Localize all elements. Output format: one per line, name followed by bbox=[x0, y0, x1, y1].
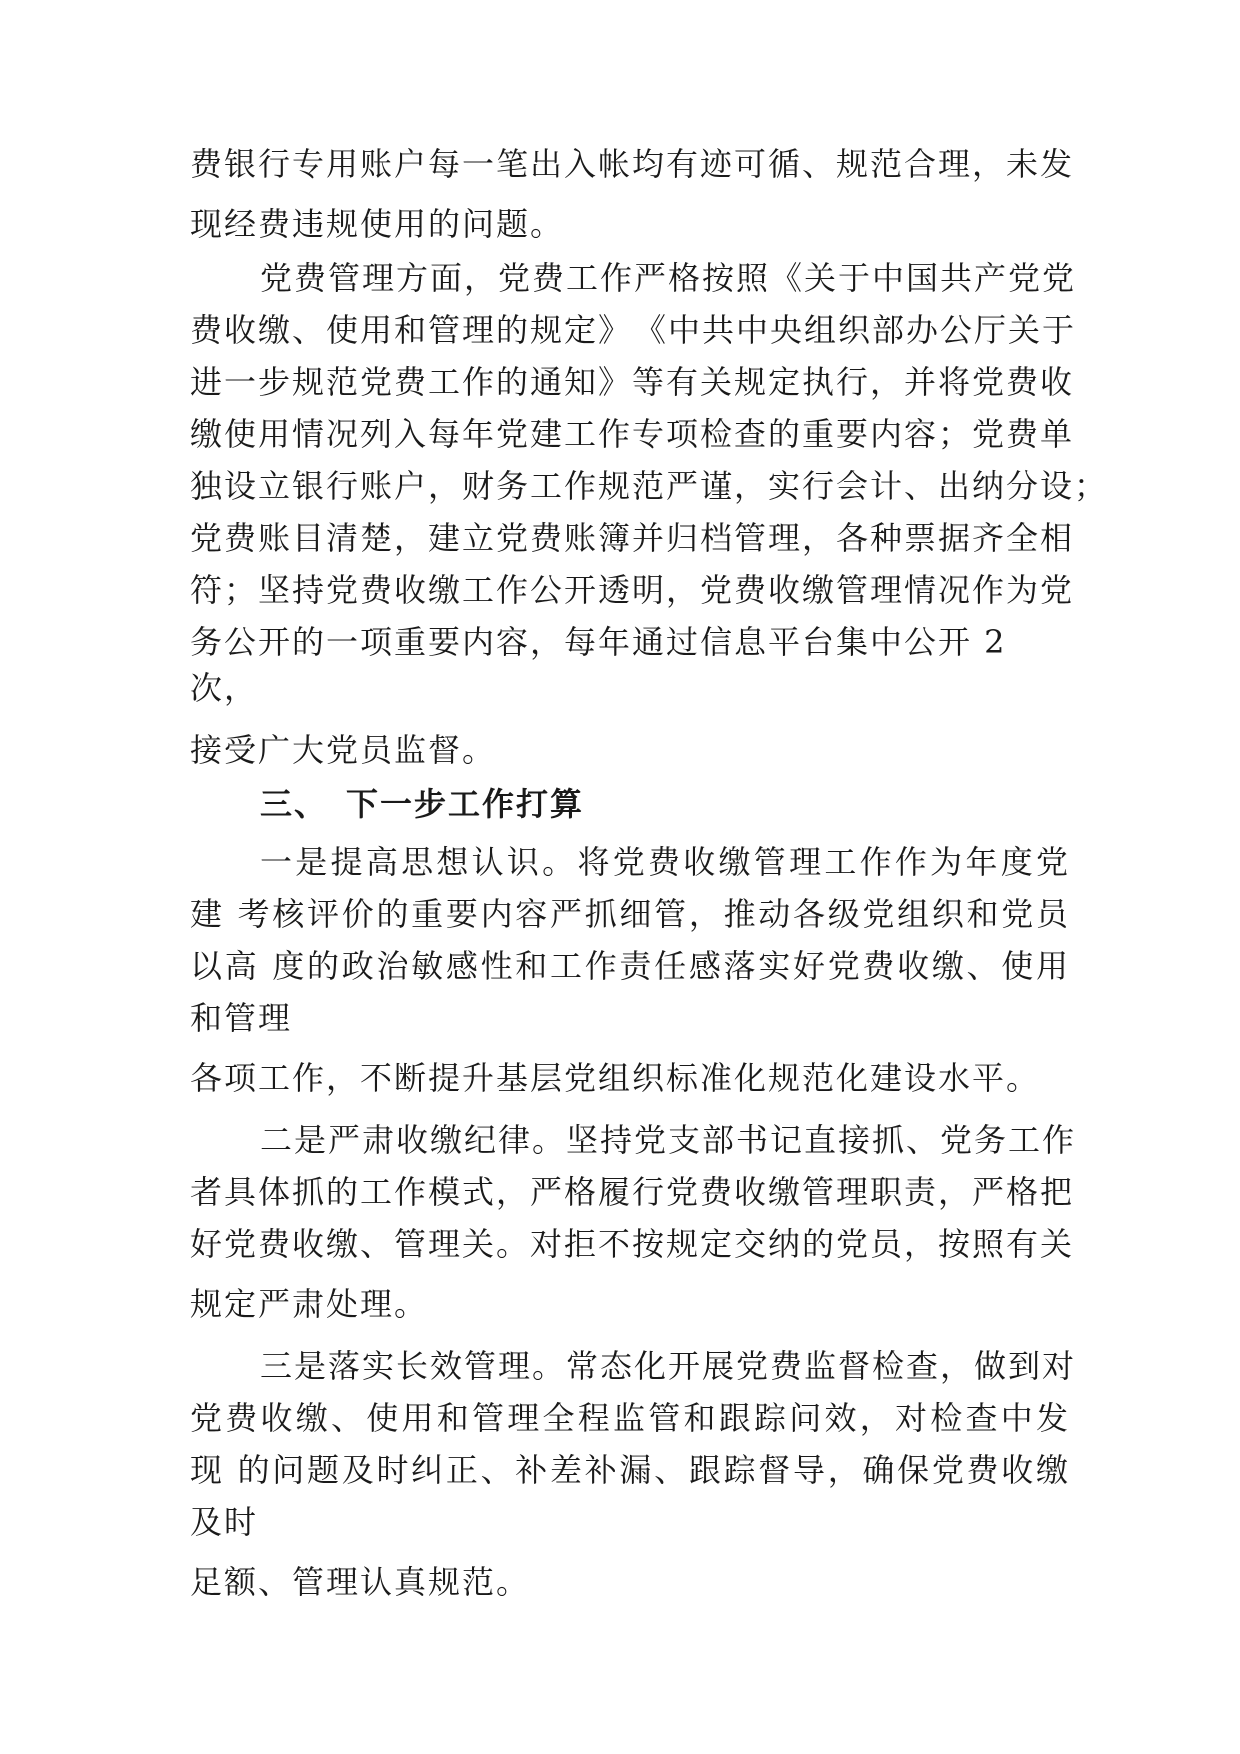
paragraph-line: 及时 bbox=[190, 1503, 259, 1541]
paragraph-line: 和管理 bbox=[190, 999, 293, 1037]
paragraph-line: 费银行专用账户每一笔出入帐均有迹可循、规范合理，未发 bbox=[190, 145, 1075, 183]
paragraph-line: 规定严肃处理。 bbox=[190, 1285, 429, 1323]
paragraph-line: 次， bbox=[190, 669, 259, 707]
paragraph-line: 接受广大党员监督。 bbox=[190, 731, 497, 769]
paragraph-line: 者具体抓的工作模式，严格履行党费收缴管理职责，严格把 bbox=[190, 1173, 1075, 1211]
section-heading: 三、 下一步工作打算 bbox=[260, 785, 585, 823]
paragraph-line: 现 的问题及时纠正、补差补漏、跟踪督导，确保党费收缴 bbox=[190, 1451, 1070, 1489]
paragraph-line: 以高 度的政治敏感性和工作责任感落实好党费收缴、使用 bbox=[190, 947, 1070, 985]
paragraph-line: 三是落实长效管理。常态化开展党费监督检查，做到对 bbox=[260, 1347, 1077, 1385]
paragraph-line: 各项工作，不断提升基层党组织标准化规范化建设水平。 bbox=[190, 1059, 1041, 1097]
paragraph-line: 党费收缴、使用和管理全程监管和跟踪问效，对检查中发 bbox=[190, 1399, 1070, 1437]
paragraph-line: 务公开的一项重要内容，每年通过信息平台集中公开 2 bbox=[190, 623, 1007, 661]
paragraph-line: 二是严肃收缴纪律。坚持党支部书记直接抓、党务工作 bbox=[260, 1121, 1077, 1159]
paragraph-line: 独设立银行账户，财务工作规范严谨，实行会计、出纳分设； bbox=[190, 467, 1109, 505]
paragraph-line: 缴使用情况列入每年党建工作专项检查的重要内容；党费单 bbox=[190, 415, 1075, 453]
paragraph-line: 建 考核评价的重要内容严抓细管，推动各级党组织和党员 bbox=[190, 895, 1070, 933]
paragraph-line: 费收缴、使用和管理的规定》 《中共中央组织部办公厅关于 bbox=[190, 311, 1077, 349]
paragraph-line: 符；坚持党费收缴工作公开透明，党费收缴管理情况作为党 bbox=[190, 571, 1075, 609]
paragraph-line: 足额、管理认真规范。 bbox=[190, 1563, 531, 1601]
paragraph-line: 进一步规范党费工作的通知》等有关规定执行，并将党费收 bbox=[190, 363, 1075, 401]
paragraph-line: 党费管理方面，党费工作严格按照《关于中国共产党党 bbox=[260, 259, 1077, 297]
paragraph-line: 党费账目清楚，建立党费账簿并归档管理，各种票据齐全相 bbox=[190, 519, 1075, 557]
paragraph-line: 一是提高思想认识。将党费收缴管理工作作为年度党 bbox=[260, 843, 1070, 881]
paragraph-line: 好党费收缴、管理关。对拒不按规定交纳的党员，按照有关 bbox=[190, 1225, 1075, 1263]
paragraph-line: 现经费违规使用的问题。 bbox=[190, 205, 565, 243]
